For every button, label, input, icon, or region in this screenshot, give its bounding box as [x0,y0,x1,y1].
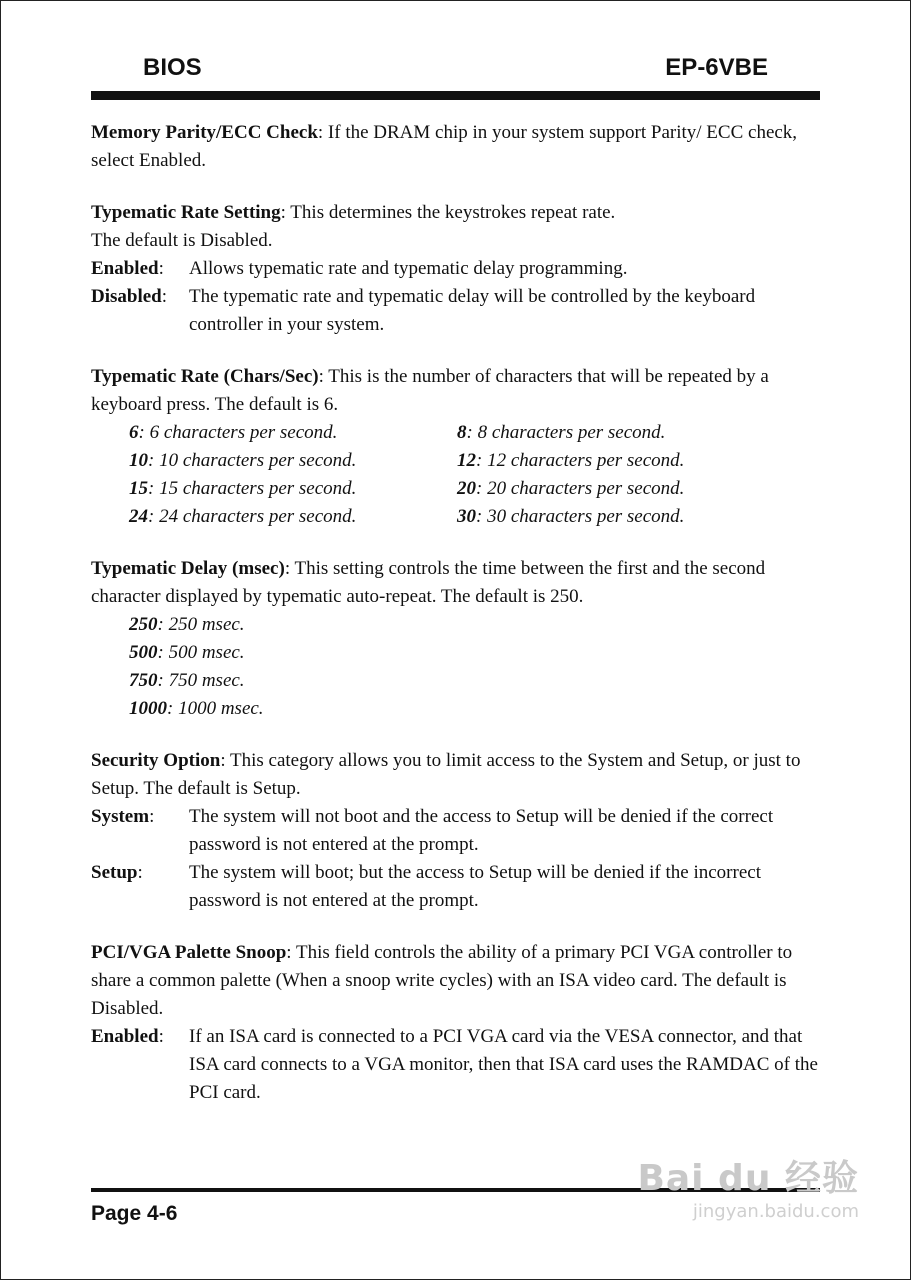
definition-item [91,255,820,283]
definition-key: Enabled: [91,1026,164,1047]
paragraph [91,939,820,1023]
section-typematic-rate-setting [91,199,820,339]
option-line: 500: 500 msec. [129,642,245,663]
description: : This determines the keystrokes repeat rate. [280,202,616,223]
description: : This field controls the ability of a primary PCI VGA controller to share a common palette (When a snoop write cycles) with an ISA video card. The default is Disabled. [91,942,793,1019]
option-row: 15: 15 characters per second. 20: 20 characters per second. [129,478,685,499]
default-note: The default is Disabled. [91,230,273,251]
term: Security Option [91,750,221,771]
definition-item [91,859,820,915]
paragraph [91,555,820,611]
option-row: 6: 6 characters per second. 8: 8 characters per second. [129,422,666,443]
definition-key: Enabled: [91,258,164,279]
definition-value: The system will boot; but the access to Setup will be denied if the incorrect password is not entered at the prompt. [189,862,761,911]
paragraph [91,747,820,803]
section-typematic-rate [91,363,820,531]
section-memory-parity [91,119,820,175]
watermark [637,1150,859,1222]
paragraph [91,119,820,175]
definition-value: If an ISA card is connected to a PCI VGA card via the VESA connector, and that ISA card connects to a VGA monitor, then that ISA card uses the RAMDAC of the PCI card. [189,1026,818,1103]
section-security-option [91,747,820,915]
header-title: BIOS [143,54,202,81]
watermark-url: jingyan.baidu.com [692,1201,859,1222]
section-typematic-delay [91,555,820,723]
header-rule [91,91,820,100]
page-content [91,119,820,1131]
paragraph [91,199,820,227]
definition-key: Disabled: [91,286,168,307]
paragraph [91,363,820,419]
section-pci-vga-palette-snoop [91,939,820,1107]
option-row: 10: 10 characters per second. 12: 12 characters per second. [129,450,685,471]
option-row: 24: 24 characters per second. 30: 30 characters per second. [129,506,685,527]
term: Typematic Delay (msec) [91,558,285,579]
page-number: Page 4-6 [91,1202,178,1225]
definition-item [91,283,820,339]
option-line: 250: 250 msec. [129,614,245,635]
description: : This is the number of characters that will be repeated by a keyboard press. The default is 6. [91,366,769,415]
term: Typematic Rate Setting [91,202,281,223]
definition-value: The typematic rate and typematic delay will be controlled by the keyboard controller in your system. [189,286,756,335]
definition-value: The system will not boot and the access to Setup will be denied if the correct password is not entered at the prompt. [189,806,774,855]
header-model: EP-6VBE [665,54,768,81]
term: Memory Parity/ECC Check [91,122,318,143]
definition-value: Allows typematic rate and typematic delay programming. [189,258,628,279]
description: : This setting controls the time between the first and the second character displayed by typematic auto-repeat. The default is 250. [91,558,766,607]
description: : This category allows you to limit access to the System and Setup, or just to Setup. The default is Setup. [91,750,801,799]
definition-item [91,803,820,859]
option-line: 1000: 1000 msec. [129,698,264,719]
watermark-logo: Bai du 经验 [637,1158,859,1199]
term: PCI/VGA Palette Snoop [91,942,287,963]
option-line: 750: 750 msec. [129,670,245,691]
definition-key: Setup: [91,862,143,883]
description: : If the DRAM chip in your system support Parity/ ECC check, select Enabled. [91,122,798,171]
definition-item [91,1023,820,1107]
definition-key: System: [91,806,155,827]
term: Typematic Rate (Chars/Sec) [91,366,319,387]
